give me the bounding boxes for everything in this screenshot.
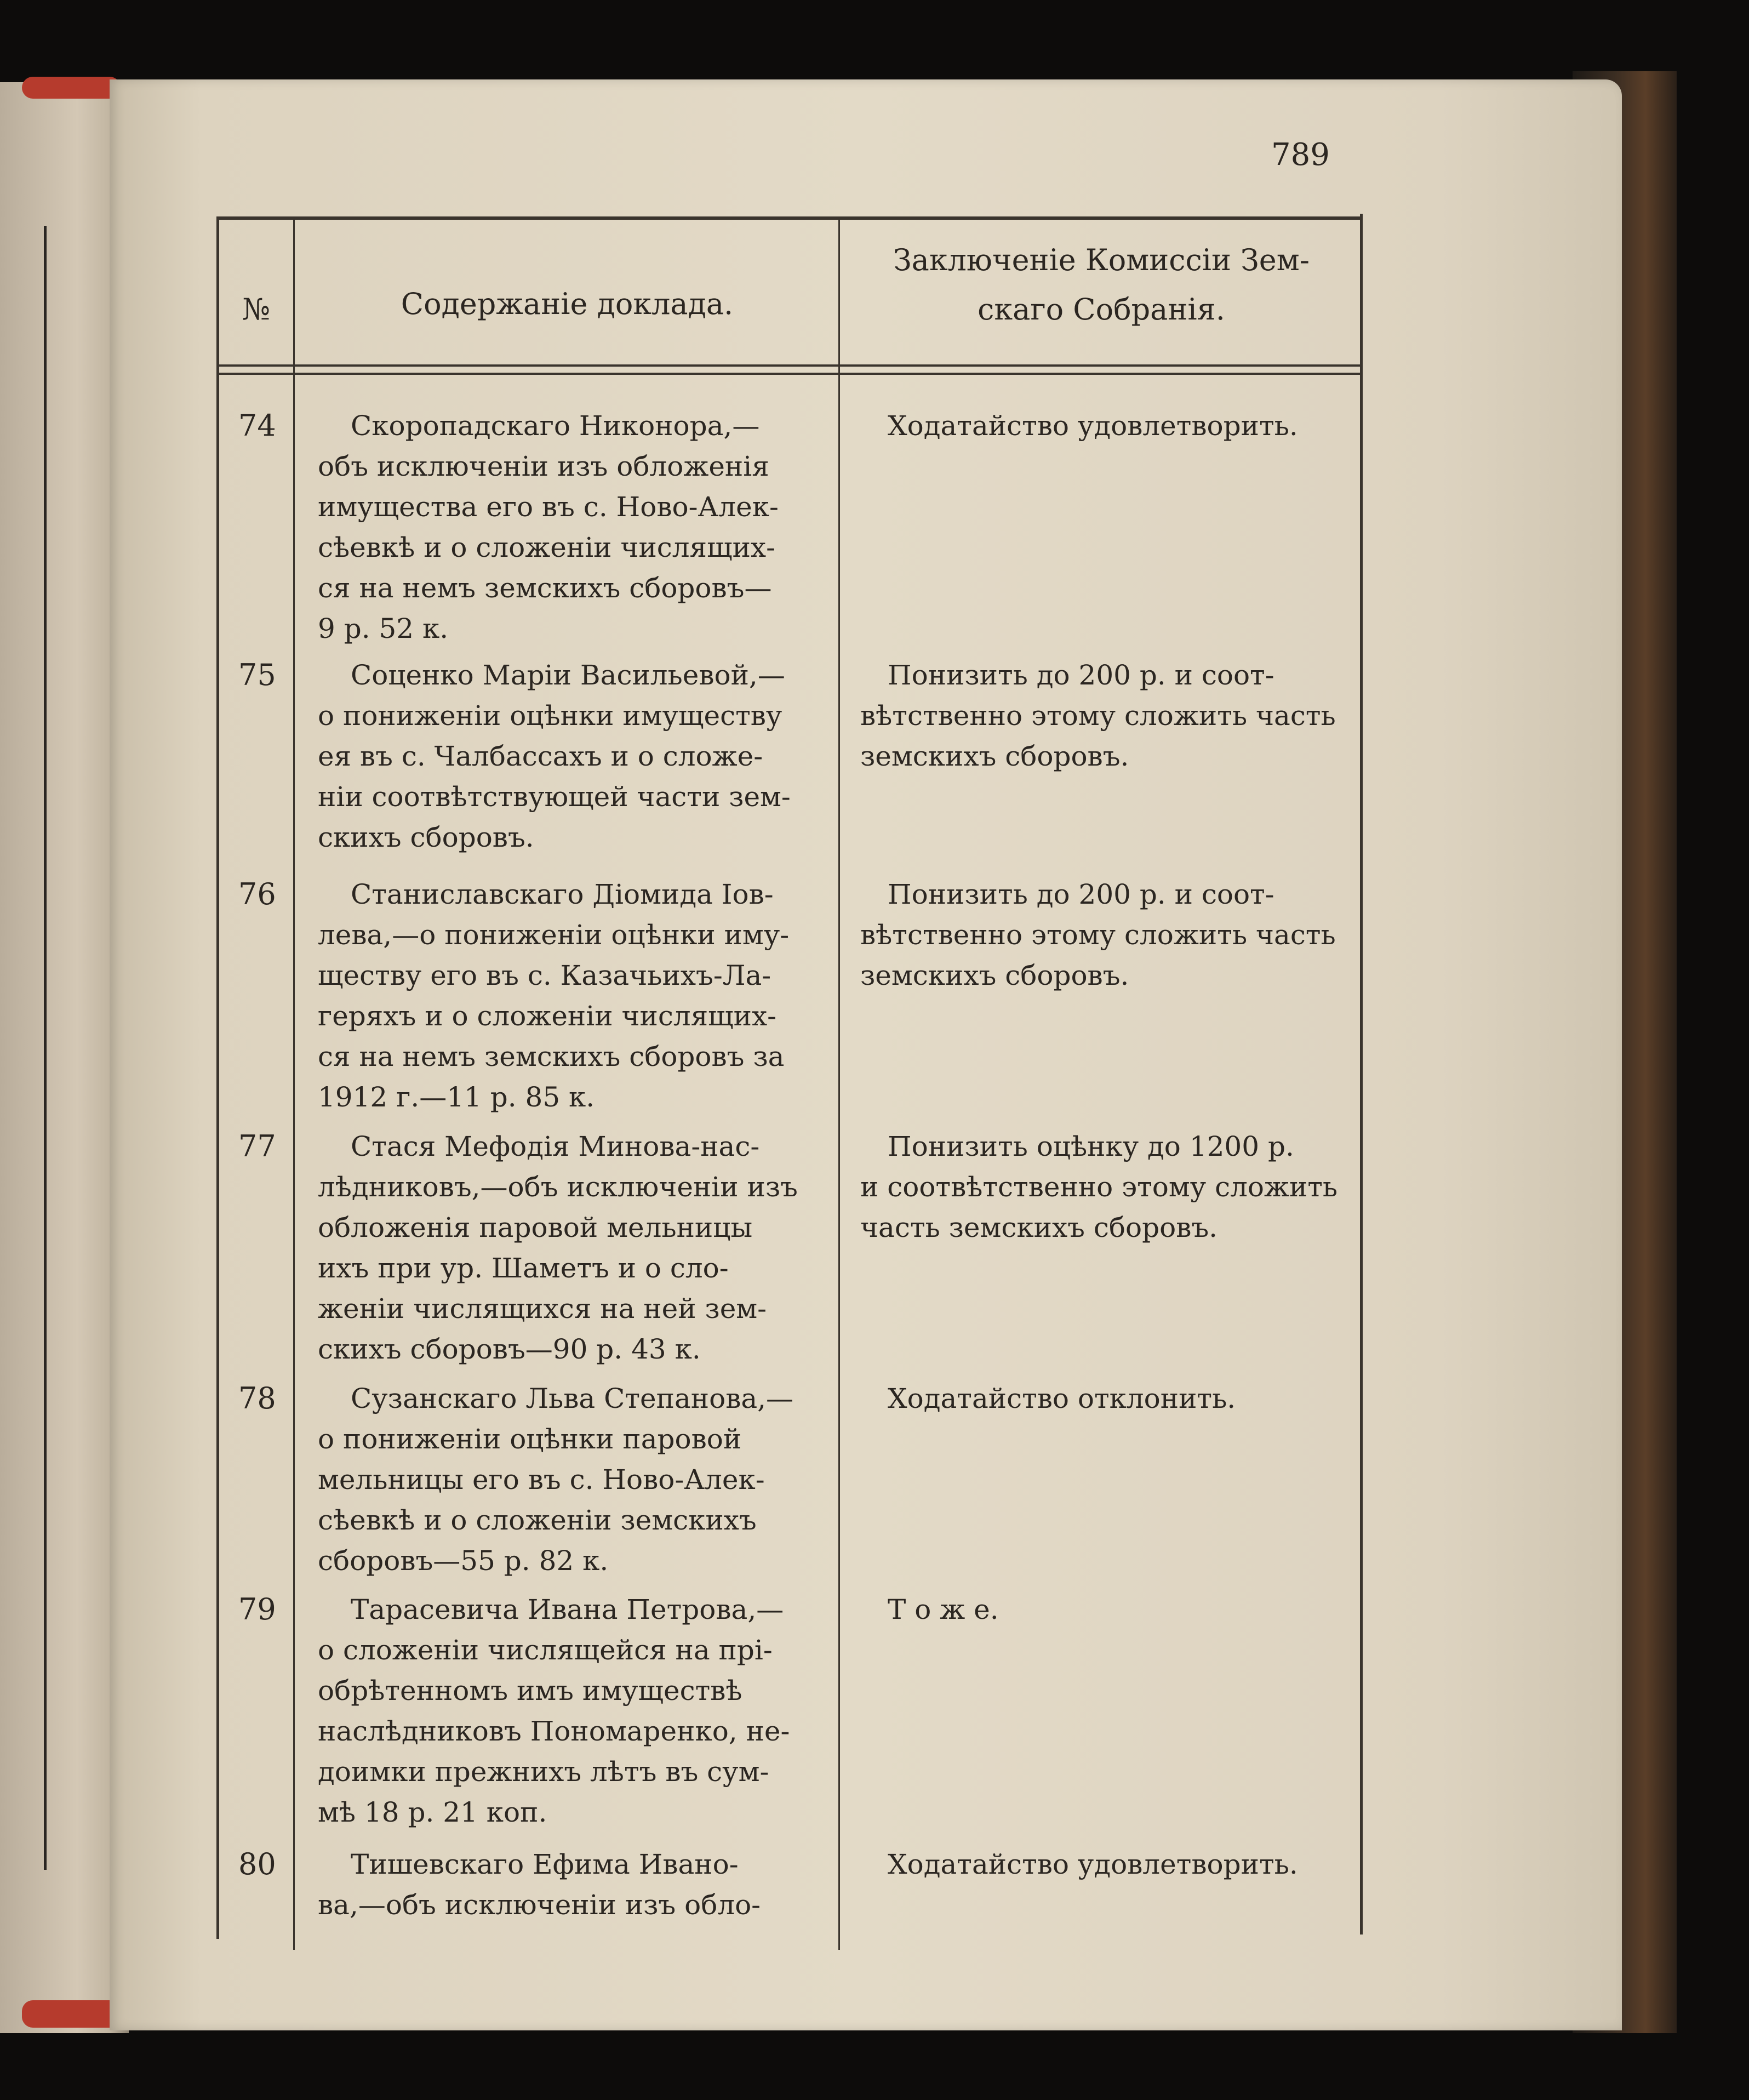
row-content-line: женіи числящихся на ней зем-	[318, 1293, 767, 1325]
row-content-line: ихъ при ур. Шаметъ и о сло-	[318, 1252, 729, 1284]
row-content-line: имущества его въ с. Ново-Алек-	[318, 491, 779, 523]
row-content-line: Скоропадскаго Никонора,—	[351, 410, 760, 442]
row-content-line: о сложеніи числящейся на прі-	[318, 1634, 773, 1666]
row-content	[318, 655, 827, 858]
row-verdict-line: Т о ж е.	[888, 1594, 999, 1625]
row-content-line: о пониженіи оцѣнки паровой	[318, 1423, 742, 1455]
row-content-line: ся на немъ земскихъ сборовъ за	[318, 1041, 785, 1072]
row-number: 77	[238, 1129, 276, 1163]
table-left-rule	[216, 218, 219, 1939]
row-verdict-line: вѣтственно этому сложить часть	[860, 919, 1336, 951]
row-content	[318, 1844, 827, 1925]
row-content-line: Станиславскаго Діомида Іов-	[351, 878, 774, 910]
row-number: 79	[238, 1592, 276, 1627]
row-content-line: ся на немъ земскихъ сборовъ—	[318, 572, 772, 604]
header-bottom-rule-2	[216, 373, 1362, 375]
row-content-line: обложенія паровой мельницы	[318, 1212, 753, 1243]
row-content-line: сборовъ—55 р. 82 к.	[318, 1545, 609, 1577]
row-verdict	[860, 1378, 1353, 1419]
row-content-line: объ исключеніи изъ обложенія	[318, 450, 769, 482]
row-content-line: Сузанскаго Льва Степанова,—	[351, 1383, 794, 1414]
row-number: 80	[238, 1847, 276, 1881]
row-verdict-line: Ходатайство отклонить.	[888, 1383, 1236, 1414]
table-right-rule	[1360, 214, 1363, 1934]
header-bottom-rule-1	[216, 364, 1362, 367]
left-page-rule	[0, 226, 47, 1870]
row-content-line: ея въ с. Чалбассахъ и о сложе-	[318, 740, 763, 772]
col-divider-2	[838, 218, 840, 1950]
row-number: 78	[238, 1381, 276, 1416]
col-divider-1	[293, 218, 295, 1950]
row-content-line: мельницы его въ с. Ново-Алек-	[318, 1464, 765, 1496]
row-verdict-line: Понизить до 200 р. и соот-	[888, 878, 1274, 910]
row-content-line: доимки прежнихъ лѣтъ въ сум-	[318, 1756, 769, 1788]
row-verdict-line: Ходатайство удовлетворить.	[888, 410, 1298, 442]
row-content	[318, 1589, 827, 1833]
row-verdict-line: часть земскихъ сборовъ.	[860, 1212, 1218, 1243]
row-content-line: скихъ сборовъ—90 р. 43 к.	[318, 1333, 701, 1365]
row-verdict	[860, 406, 1353, 446]
row-verdict	[860, 1589, 1353, 1630]
row-content-line: сѣевкѣ и о сложеніи земскихъ	[318, 1504, 757, 1536]
page-number: 789	[1271, 137, 1330, 173]
row-number: 75	[238, 658, 276, 692]
header-content: Содержаніе доклада.	[401, 287, 734, 321]
row-content-line: Стася Мефодія Минова-нас-	[351, 1131, 760, 1162]
header-verdict-line1: Заключеніе Комиссіи Зем-	[893, 243, 1310, 277]
row-number: 76	[238, 877, 276, 911]
row-number: 74	[238, 408, 276, 443]
row-content	[318, 406, 827, 649]
row-content	[318, 1126, 827, 1369]
row-verdict	[860, 655, 1353, 777]
row-content-line: наслѣдниковъ Пономаренко, не-	[318, 1715, 790, 1747]
table-top-rule	[216, 216, 1362, 220]
row-content	[318, 1378, 827, 1581]
row-content-line: лева,—о пониженіи оцѣнки иму-	[318, 919, 790, 951]
row-verdict-line: и соотвѣтственно этому сложить	[860, 1171, 1338, 1203]
row-content-line: Соценко Маріи Васильевой,—	[351, 659, 785, 691]
row-content-line: Тарасевича Ивана Петрова,—	[351, 1594, 784, 1625]
row-verdict-line: Понизить до 200 р. и соот-	[888, 659, 1274, 691]
row-content-line: Тишевскаго Ефима Ивано-	[351, 1848, 739, 1880]
row-content-line: 1912 г.—11 р. 85 к.	[318, 1081, 595, 1113]
row-content-line: мѣ 18 р. 21 коп.	[318, 1796, 547, 1828]
row-verdict	[860, 874, 1353, 996]
header-verdict-line2: скаго Собранія.	[978, 292, 1225, 327]
row-verdict	[860, 1126, 1353, 1248]
row-content-line: геряхъ и о сложеніи числящих-	[318, 1000, 777, 1032]
row-verdict-line: Понизить оцѣнку до 1200 р.	[888, 1131, 1294, 1162]
row-content-line: 9 р. 52 к.	[318, 613, 449, 644]
row-content	[318, 874, 827, 1117]
row-content-line: обрѣтенномъ имъ имуществѣ	[318, 1675, 742, 1707]
row-verdict-line: Ходатайство удовлетворить.	[888, 1848, 1298, 1880]
row-content-line: скихъ сборовъ.	[318, 821, 534, 853]
row-content-line: сѣевкѣ и о сложеніи числящих-	[318, 532, 775, 563]
header-number: №	[242, 292, 271, 327]
row-verdict-line: земскихъ сборовъ.	[860, 740, 1129, 772]
row-verdict-line: земскихъ сборовъ.	[860, 960, 1129, 991]
row-content-line: ва,—объ исключеніи изъ обло-	[318, 1889, 761, 1921]
spine-ribbon-top	[22, 77, 121, 99]
row-content-line: ществу его въ с. Казачьихъ-Ла-	[318, 960, 771, 991]
header-verdict	[841, 236, 1362, 334]
row-content-line: лѣдниковъ,—объ исключеніи изъ	[318, 1171, 798, 1203]
row-content-line: о пониженіи оцѣнки имуществу	[318, 700, 782, 732]
row-verdict	[860, 1844, 1353, 1885]
row-verdict-line: вѣтственно этому сложить часть	[860, 700, 1336, 732]
row-content-line: ніи соотвѣтствующей части зем-	[318, 781, 791, 813]
